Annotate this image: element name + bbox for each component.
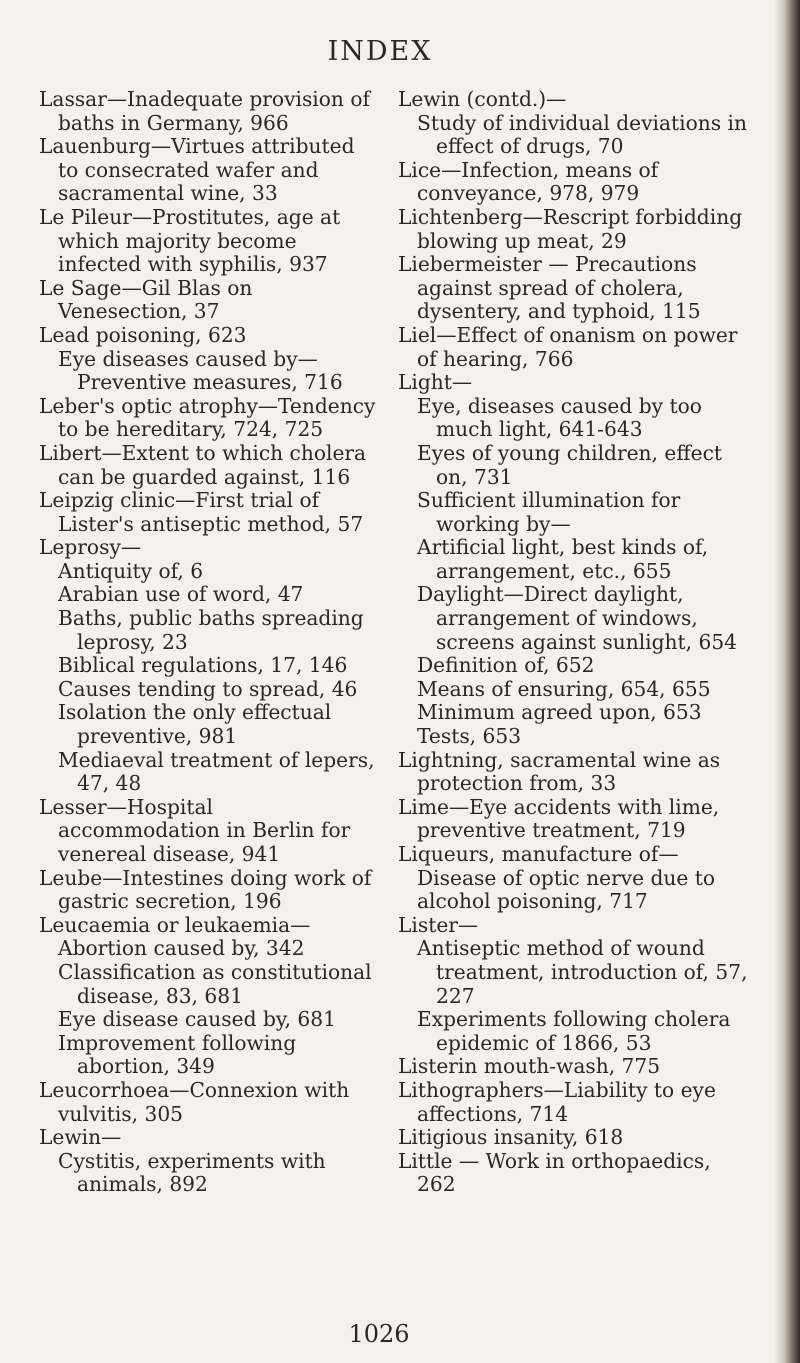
page-title: INDEX — [327, 36, 433, 67]
index-entry: Lewin— — [39, 1125, 122, 1150]
index-entry: Tests, 653 — [417, 724, 522, 749]
index-entry: Leube—Intestines doing work of gastric secretion, 196 — [39, 865, 372, 914]
index-entry: Lead poisoning, 623 — [39, 322, 247, 347]
page-number: 1026 — [348, 1320, 410, 1348]
index-entry: Cystitis, experiments with animals, 892 — [58, 1148, 326, 1197]
index-entry: Lichtenberg—Rescript forbidding blowing up meat, 29 — [398, 204, 743, 253]
right-column — [398, 88, 748, 1197]
index-entry: Litigious insanity, 618 — [398, 1125, 624, 1150]
index-entry: Means of ensuring, 654, 655 — [417, 676, 711, 701]
index-entry: Antiquity of, 6 — [58, 558, 204, 583]
index-entry: Experiments following cholera epidemic of 1866, 53 — [417, 1007, 731, 1055]
index-entry: Artificial light, best kinds of, arrangement, etc., 655 — [417, 535, 709, 583]
index-entry: Lightning, sacramental wine as protection from, 33 — [398, 747, 721, 796]
index-entry: Lister— — [398, 912, 479, 937]
index-entry: Biblical regulations, 17, 146 — [58, 653, 348, 678]
index-entry: Definition of, 652 — [417, 653, 595, 678]
index-entry: Leucorrhoea—Connexion with vulvitis, 305 — [39, 1077, 350, 1126]
index-entry: Leipzig clinic—First trial of Lister's antiseptic method, 57 — [39, 488, 364, 536]
index-entry: Leprosy— — [39, 535, 142, 560]
index-entry: Mediaeval treatment of lepers, 47, 48 — [58, 747, 375, 796]
index-entry: Abortion caused by, 342 — [58, 936, 305, 961]
index-entry: Eyes of young children, effect on, 731 — [417, 440, 723, 489]
page-edge-shadow — [774, 0, 800, 1363]
index-entry: Lewin (contd.)— — [398, 87, 567, 111]
index-entry: Classification as constitutional disease, 83, 681 — [58, 959, 372, 1008]
index-entry: Antiseptic method of wound treatment, introduction of, 57, 227 — [417, 936, 748, 1008]
index-entry: Isolation the only effectual preventive, 981 — [58, 700, 332, 749]
index-entry: Causes tending to spread, 46 — [58, 676, 358, 701]
index-entry: Liel—Effect of onanism on power of hearing, 766 — [398, 322, 738, 371]
index-entry: Eye, diseases caused by too much light, 641-643 — [417, 393, 702, 442]
index-entry: Libert—Extent to which cholera can be guarded against, 116 — [39, 440, 367, 489]
index-entry: Leucaemia or leukaemia— — [39, 912, 311, 937]
index-entry: Minimum agreed upon, 653 — [417, 700, 702, 725]
index-entry: Little — Work in orthopaedics, 262 — [398, 1148, 711, 1197]
index-entry: Lauenburg—Virtues attributed to consecrated wafer and sacramental wine, 33 — [39, 134, 355, 206]
index-entry: Daylight—Direct daylight, arrangement of windows, screens against sunlight, 654 — [417, 582, 738, 654]
index-entry: Light— — [398, 370, 473, 395]
index-entry: Le Pileur—Prostitutes, age at which majority become infected with syphilis, 937 — [39, 204, 341, 277]
index-entry: Arabian use of word, 47 — [58, 582, 304, 607]
index-entry: Baths, public baths spreading leprosy, 23 — [58, 606, 364, 654]
index-entry: Lithographers—Liability to eye affections, 714 — [398, 1077, 716, 1126]
index-entry: Listerin mouth-wash, 775 — [398, 1054, 661, 1079]
index-entry: Lice—Infection, means of conveyance, 978, 979 — [398, 157, 659, 206]
index-entry: Liqueurs, manufacture of—Disease of optic nerve due to alcohol poisoning, 717 — [398, 842, 716, 914]
index-entry: Improvement following abortion, 349 — [58, 1030, 297, 1079]
index-entry: Liebermeister — Precautions against spread of cholera, dysentery, and typhoid, 115 — [398, 252, 701, 324]
index-entry: Leber's optic atrophy—Tendency to be hereditary, 724, 725 — [39, 393, 376, 442]
index-entry: Eye disease caused by, 681 — [58, 1007, 336, 1032]
index-entry: Eye diseases caused by—Preventive measures, 716 — [58, 346, 343, 395]
index-entry: Lesser—Hospital accommodation in Berlin for venereal disease, 941 — [39, 794, 351, 866]
index-entry: Lime—Eye accidents with lime, preventive treatment, 719 — [398, 794, 720, 843]
index-entry: Lassar—Inadequate provision of baths in Germany, 966 — [39, 87, 370, 135]
index-entry: Study of individual deviations in effect of drugs, 70 — [417, 110, 747, 159]
index-entry: Sufficient illumination for working by— — [417, 488, 681, 536]
index-entry: Le Sage—Gil Blas on Venesection, 37 — [39, 275, 253, 324]
left-column — [39, 88, 377, 1197]
